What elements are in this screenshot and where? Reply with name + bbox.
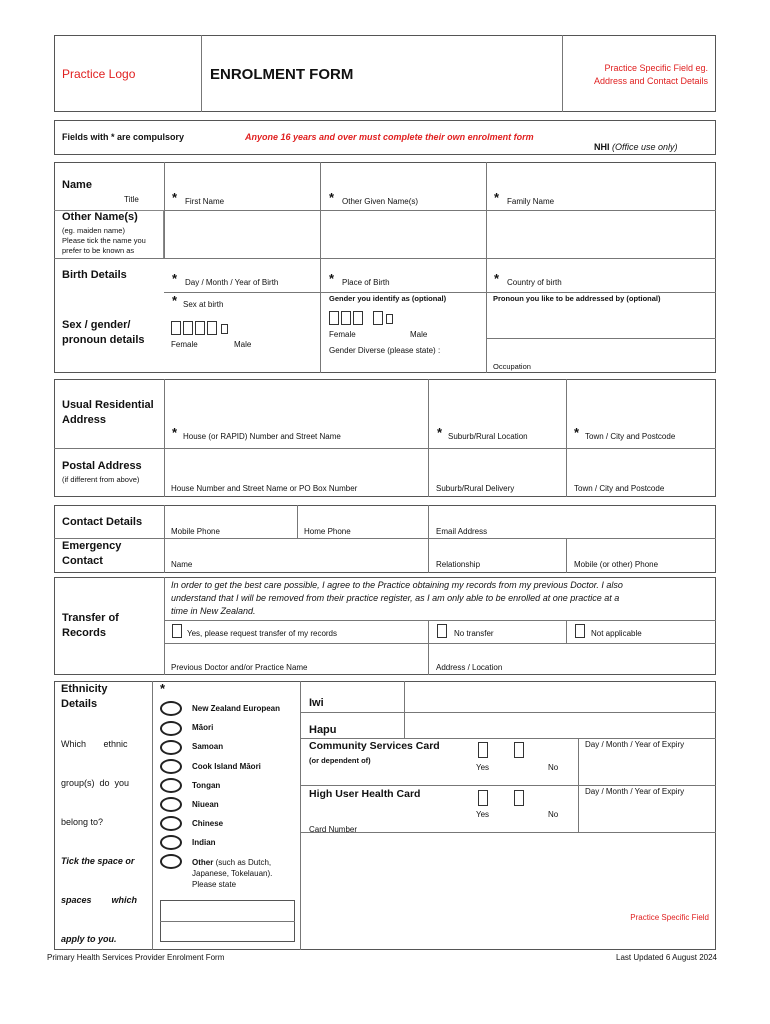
ethnicity-option-label: Niuean [192, 800, 219, 809]
sex-female-label: Female [171, 340, 198, 349]
gender-male-checkbox[interactable] [373, 311, 383, 325]
sex-checkbox[interactable] [195, 321, 205, 335]
huhc-yes-label: Yes [476, 810, 490, 819]
personal-section [54, 162, 716, 373]
row-line [164, 292, 716, 293]
sex-male-checkbox[interactable] [207, 321, 217, 335]
occupation-field[interactable]: Occupation [493, 362, 531, 371]
country-of-birth-field[interactable]: Country of birth [507, 278, 562, 287]
sex-female-checkbox[interactable] [171, 321, 181, 335]
contact-details-label: Contact Details [62, 516, 143, 528]
col-line [152, 681, 153, 950]
col-line [428, 620, 429, 675]
ethnicity-option-oval[interactable] [160, 797, 182, 812]
other-given-name-field[interactable]: Other Given Name(s) [342, 197, 419, 206]
csc-sub-label: (or dependent of) [309, 756, 371, 765]
col-line [486, 162, 487, 373]
col-line [300, 681, 301, 950]
required-star: * [172, 190, 178, 205]
row-line [486, 338, 716, 339]
row-line [54, 538, 716, 539]
postal-house-field[interactable]: House Number and Street Name or PO Box Number [171, 484, 358, 493]
transfer-yes-label: Yes, please request transfer of my records [187, 629, 337, 638]
col-line [164, 162, 165, 258]
mobile-phone-field[interactable]: Mobile Phone [171, 527, 220, 536]
ethnicity-label: Ethnicity Details [61, 683, 108, 710]
gender-female-label: Female [329, 330, 356, 339]
footer-last-updated: Last Updated 6 August 2024 [616, 953, 717, 962]
email-field[interactable]: Email Address [436, 527, 488, 536]
col-line [297, 505, 298, 538]
practice-specific-header: Practice Specific Field eg. Address and Contact Details [593, 63, 708, 86]
previous-doctor-field[interactable]: Previous Doctor and/or Practice Name [171, 663, 308, 672]
ethnicity-option-oval[interactable] [160, 701, 182, 716]
transfer-label: Transfer of Records [62, 612, 119, 639]
gender-female-checkbox[interactable] [329, 311, 339, 325]
row-line [54, 258, 716, 259]
col-line [164, 505, 165, 573]
ethnicity-option-oval[interactable] [160, 759, 182, 774]
ethnicity-option-oval[interactable] [160, 778, 182, 793]
birth-details-label: Birth Details [62, 269, 127, 281]
col-line [320, 162, 321, 373]
ethnicity-option-oval[interactable] [160, 835, 182, 850]
gender-diverse-field[interactable]: Gender Diverse (please state) : [329, 346, 441, 355]
row-line [164, 643, 716, 644]
transfer-no-label: No transfer [454, 629, 494, 638]
home-phone-field[interactable]: Home Phone [304, 527, 351, 536]
row-line [160, 921, 295, 922]
required-star: * [172, 271, 178, 286]
emergency-relationship-field[interactable]: Relationship [436, 560, 481, 569]
required-star: * [437, 425, 443, 440]
sex-at-birth-label: Sex at birth [183, 300, 224, 309]
emergency-phone-field[interactable]: Mobile (or other) Phone [574, 560, 659, 569]
csc-no-label: No [548, 763, 559, 772]
row-line [300, 712, 716, 713]
ethnicity-option-label: Cook Island Māori [192, 762, 261, 771]
sex-male-label: Male [234, 340, 252, 349]
pronoun-field[interactable]: Pronoun you like to be addressed by (optional) [493, 294, 661, 303]
footer-form-name: Primary Health Services Provider Enrolment Form [47, 953, 225, 962]
practice-logo: Practice Logo [62, 67, 136, 81]
transfer-na-checkbox[interactable] [575, 624, 585, 638]
other-names-hint: (eg. maiden name) Please tick the name you prefer to be known as [62, 226, 146, 255]
house-street-field[interactable]: House (or RAPID) Number and Street Name [183, 432, 341, 441]
suburb-field[interactable]: Suburb/Rural Location [448, 432, 528, 441]
practice-specific-field: Practice Specific Field [630, 913, 709, 922]
ethnicity-option-label: Tongan [192, 781, 221, 790]
sex-checkbox[interactable] [221, 324, 228, 334]
csc-yes-label: Yes [476, 763, 490, 772]
transfer-no-checkbox[interactable] [437, 624, 447, 638]
col-line [164, 379, 165, 497]
postal-suburb-field[interactable]: Suburb/Rural Delivery [436, 484, 515, 493]
row-line [300, 785, 716, 786]
hapu-label: Hapu [309, 724, 337, 736]
col-line [164, 577, 165, 675]
huhc-no-label: No [548, 810, 559, 819]
required-star: * [494, 190, 500, 205]
ethnicity-option-label: Chinese [192, 819, 224, 828]
col-line [566, 379, 567, 497]
row-line [54, 448, 716, 449]
col-line [404, 681, 405, 738]
row-line [300, 832, 716, 833]
age-notice: Anyone 16 years and over must complete their own enrolment form [245, 132, 534, 142]
postal-town-field[interactable]: Town / City and Postcode [574, 484, 665, 493]
csc-label: Community Services Card [309, 740, 440, 752]
emergency-contact-label: Emergency Contact [62, 540, 122, 567]
title-field[interactable]: Title [124, 195, 139, 204]
ethnicity-option-oval[interactable] [160, 854, 182, 869]
nhi-field[interactable]: NHI (Office use only) [594, 142, 678, 152]
ethnicity-section [54, 681, 716, 950]
huhc-card-number-field[interactable]: Card Number [309, 825, 358, 834]
dob-field[interactable]: Day / Month / Year of Birth [185, 278, 279, 287]
row-line [300, 738, 716, 739]
transfer-yes-checkbox[interactable] [172, 624, 182, 638]
town-postcode-field[interactable]: Town / City and Postcode [585, 432, 676, 441]
col-line [428, 379, 429, 497]
required-star: * [574, 425, 580, 440]
required-star: * [494, 271, 500, 286]
col-line [428, 505, 429, 573]
ethnicity-option-label: New Zealand European [192, 704, 281, 713]
form-title: ENROLMENT FORM [210, 66, 354, 83]
ethnicity-option-oval[interactable] [160, 721, 182, 736]
header-divider [562, 35, 563, 112]
ethnicity-option-oval[interactable] [160, 740, 182, 755]
iwi-label: Iwi [309, 697, 324, 709]
col-line [566, 538, 567, 573]
transfer-na-label: Not applicable [591, 629, 642, 638]
sex-checkbox[interactable] [183, 321, 193, 335]
compulsory-note: Fields with * are compulsory [62, 132, 185, 142]
gender-checkbox[interactable] [386, 314, 393, 324]
csc-yes-checkbox[interactable] [478, 742, 488, 758]
sex-gender-label: Sex / gender/ pronoun details [62, 319, 145, 346]
transfer-statement: In order to get the best care possible, I agree to the Practice obtaining my records from my previous Doctor. I also understand that I will be removed from their practice register, as I am only able to be enrolled at one practice at a time in New Zealand. [171, 580, 623, 616]
huhc-no-checkbox[interactable] [514, 790, 524, 806]
gender-identify-label: Gender you identify as (optional) [329, 294, 447, 303]
ethnicity-option-label: Māori [192, 723, 214, 732]
col-line [566, 620, 567, 643]
other-names-label: Other Name(s) [62, 211, 138, 223]
row-line [164, 620, 716, 621]
row-line [164, 210, 716, 211]
required-star: * [160, 681, 166, 696]
ethnicity-other-label: Other (such as Dutch, Japanese, Tokelauan). Please state [192, 858, 273, 889]
first-name-field[interactable]: First Name [185, 197, 225, 206]
required-star: * [329, 190, 335, 205]
postal-address-hint: (if different from above) [62, 475, 140, 484]
csc-expiry-field[interactable]: Day / Month / Year of Expiry [585, 740, 685, 749]
usual-address-label: Usual Residential Address [62, 399, 154, 426]
csc-no-checkbox[interactable] [514, 742, 524, 758]
required-star: * [329, 271, 335, 286]
ethnicity-option-label: Indian [192, 838, 216, 847]
postal-address-label: Postal Address [62, 460, 142, 472]
huhc-expiry-field[interactable]: Day / Month / Year of Expiry [585, 787, 685, 796]
ethnicity-description: Which ethnic group(s) do you belong to? Tick the space or spaces which apply to you. [61, 739, 138, 944]
previous-address-field[interactable]: Address / Location [436, 663, 503, 672]
huhc-label: High User Health Card [309, 788, 421, 800]
header-divider [201, 35, 202, 112]
gender-checkbox[interactable] [353, 311, 363, 325]
ethnicity-option-label: Samoan [192, 742, 224, 751]
gender-male-label: Male [410, 330, 428, 339]
family-name-field[interactable]: Family Name [507, 197, 555, 206]
huhc-yes-checkbox[interactable] [478, 790, 488, 806]
name-label: Name [62, 179, 92, 191]
gender-checkbox[interactable] [341, 311, 351, 325]
emergency-name-field[interactable]: Name [171, 560, 193, 569]
ethnicity-option-oval[interactable] [160, 816, 182, 831]
required-star: * [172, 293, 178, 308]
required-star: * [172, 425, 178, 440]
place-of-birth-field[interactable]: Place of Birth [342, 278, 390, 287]
